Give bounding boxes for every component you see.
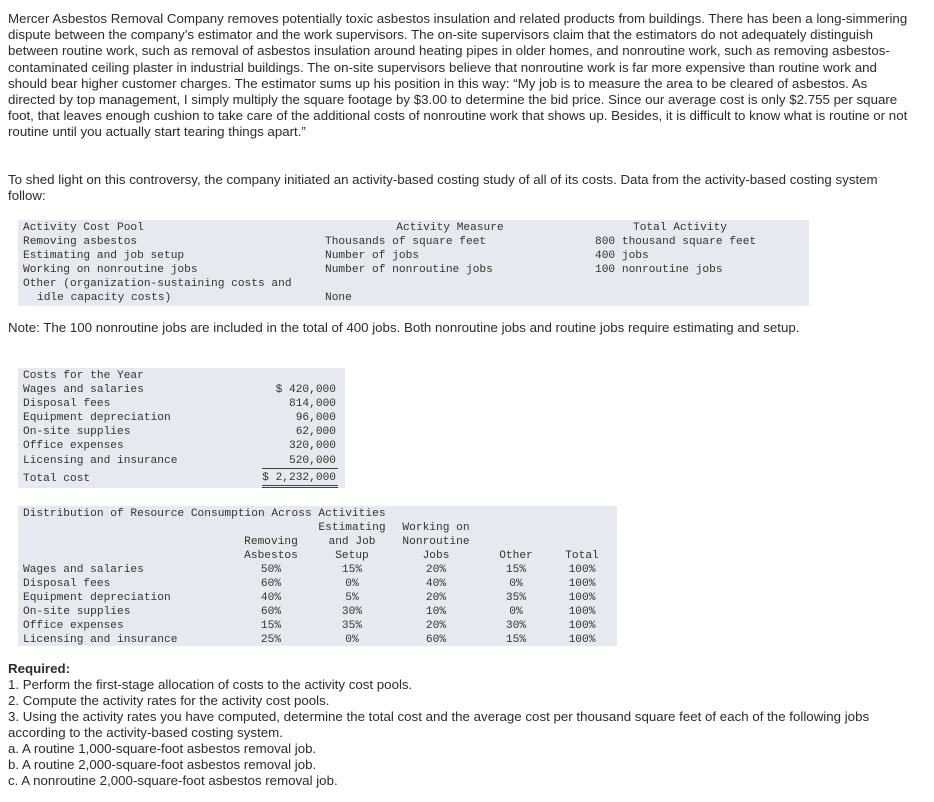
activity-pool-1: Removing asbestos (23, 236, 138, 248)
required-item-3b: b. A routine 2,000-square-foot asbestos removal job. (8, 757, 317, 772)
dist-cell: 35% (505, 592, 527, 604)
cost-label-4: On-site supplies (23, 426, 131, 438)
dist-row-label: Equipment depreciation (23, 592, 171, 604)
col-header-removing-2: Asbestos (244, 550, 298, 562)
cost-value-6: 520,000 (289, 455, 336, 467)
cost-value-4: 62,000 (295, 426, 336, 438)
cost-total-double-rule-2 (262, 487, 338, 488)
activity-header-measure: Activity Measure (396, 222, 504, 234)
activity-total-1: 800 thousand square feet (595, 236, 757, 248)
dist-cell: 5% (345, 592, 359, 604)
dist-cell: 100% (568, 606, 596, 618)
dist-cell: 100% (568, 564, 596, 576)
activity-total-2: 400 jobs (595, 250, 649, 262)
activity-pool-other-line1: Other (organization-sustaining costs and (23, 278, 292, 290)
required-heading: Required: (8, 661, 71, 676)
dist-cell: 100% (568, 620, 596, 632)
dist-cell: 30% (505, 620, 527, 632)
activity-pool-other-line2: idle capacity costs) (37, 292, 172, 304)
cost-value-1: $ 420,000 (275, 384, 336, 396)
activity-pool-2: Estimating and job setup (23, 250, 185, 262)
cost-subtotal-rule (262, 468, 338, 469)
dist-cell: 100% (568, 634, 596, 646)
col-header-estimating-3: Setup (335, 550, 369, 562)
intro-paragraph-2: To shed light on this controversy, the company initiated an activity-based costing study of all of its costs. Data from the activity-based costing system follow: (8, 172, 878, 204)
cost-label-5: Office expenses (23, 440, 124, 452)
dist-cell: 35% (341, 620, 363, 632)
activity-measure-1: Thousands of square feet (325, 236, 487, 248)
col-header-total: Total (565, 550, 599, 562)
activity-measure-other: None (325, 292, 352, 304)
required-item-3a: a. A routine 1,000-square-foot asbestos removal job. (8, 741, 317, 756)
cost-value-2: 814,000 (289, 398, 336, 410)
col-header-estimating-1: Estimating (318, 522, 386, 534)
dist-cell: 60% (260, 606, 282, 618)
note-text: Note: The 100 nonroutine jobs are included in the total of 400 jobs. Both nonroutine jobs and routine jobs require estimating and setup. (8, 320, 800, 335)
col-header-removing-1: Removing (244, 536, 298, 548)
dist-cell: 60% (260, 578, 282, 590)
dist-cell: 40% (425, 578, 447, 590)
activity-header-total: Total Activity (633, 222, 727, 234)
cost-total-value: $ 2,232,000 (262, 472, 336, 484)
col-header-working-2: Nonroutine (402, 536, 470, 548)
cost-label-2: Disposal fees (23, 398, 111, 410)
cost-label-3: Equipment depreciation (23, 412, 171, 424)
activity-measure-3: Number of nonroutine jobs (325, 264, 493, 276)
dist-cell: 0% (509, 606, 523, 618)
required-item-2: 2. Compute the activity rates for the activity cost pools. (8, 693, 330, 708)
dist-cell: 20% (425, 620, 447, 632)
dist-cell: 100% (568, 578, 596, 590)
cost-total-label: Total cost (23, 473, 91, 485)
cost-value-3: 96,000 (295, 412, 336, 424)
dist-cell: 0% (345, 634, 359, 646)
dist-cell: 50% (260, 564, 282, 576)
dist-cell: 20% (425, 592, 447, 604)
dist-cell: 15% (505, 564, 527, 576)
costs-header: Costs for the Year (23, 370, 144, 382)
activity-measure-2: Number of jobs (325, 250, 419, 262)
dist-cell: 15% (505, 634, 527, 646)
dist-cell: 15% (260, 620, 282, 632)
col-header-estimating-2: and Job (328, 536, 376, 548)
col-header-other: Other (499, 550, 533, 562)
dist-cell: 100% (568, 592, 596, 604)
dist-cell: 0% (509, 578, 523, 590)
intro-paragraph: Mercer Asbestos Removal Company removes potentially toxic asbestos insulation and related products from buildings. There has been a long-simmering dispute between the company’s estimator and the work supervisors. The on-site supervisors claim that the estimators do not adequately distinguish between routine work, such as removal of asbestos insulation around heating pipes in older homes, and nonroutine work, such as removing asbestos-contaminated ceiling plaster in industrial buildings. The on-site supervisors believe that nonroutine work is far more expensive than routine work and should bear higher customer charges. The estimator sums up his position in this way: “My job is to measure the area to be cleared of asbestos. As directed by top management, I simply multiply the square footage by $3.00 to determine the bid price. Since our average cost is only $2.755 per square foot, that leaves enough cushion to take care of the additional costs of nonroutine work that shows up. Besides, it is difficult to know what is routine or not routine until you actually start tearing things apart.” (8, 11, 908, 140)
dist-cell: 0% (345, 578, 359, 590)
required-item-3: 3. Using the activity rates you have computed, determine the total cost and the average cost per thousand square feet of each of the following jobs according to the activity-based costing system. (8, 709, 870, 740)
activity-header-pool: Activity Cost Pool (23, 222, 144, 234)
dist-cell: 10% (425, 606, 447, 618)
dist-row-label: Wages and salaries (23, 564, 144, 576)
activity-total-3: 100 nonroutine jobs (595, 264, 723, 276)
dist-row-label: Disposal fees (23, 578, 111, 590)
dist-cell: 30% (341, 606, 363, 618)
dist-cell: 15% (341, 564, 363, 576)
cost-total-double-rule-1 (262, 485, 338, 486)
required-section (8, 661, 908, 789)
required-item-3c: c. A nonroutine 2,000-square-foot asbestos removal job. (8, 773, 338, 788)
col-header-working-1: Working on (402, 522, 470, 534)
col-header-working-3: Jobs (422, 550, 450, 562)
dist-row-label: Office expenses (23, 620, 124, 632)
activity-pool-3: Working on nonroutine jobs (23, 264, 198, 276)
dist-cell: 20% (425, 564, 447, 576)
cost-value-5: 320,000 (289, 440, 336, 452)
required-item-1: 1. Perform the first-stage allocation of costs to the activity cost pools. (8, 677, 413, 692)
dist-cell: 25% (260, 634, 282, 646)
dist-row-label: Licensing and insurance (23, 634, 178, 646)
distribution-title: Distribution of Resource Consumption Across Activities (23, 508, 386, 520)
cost-label-1: Wages and salaries (23, 384, 144, 396)
cost-label-6: Licensing and insurance (23, 455, 178, 467)
dist-cell: 40% (260, 592, 282, 604)
dist-cell: 60% (425, 634, 447, 646)
dist-row-label: On-site supplies (23, 606, 131, 618)
